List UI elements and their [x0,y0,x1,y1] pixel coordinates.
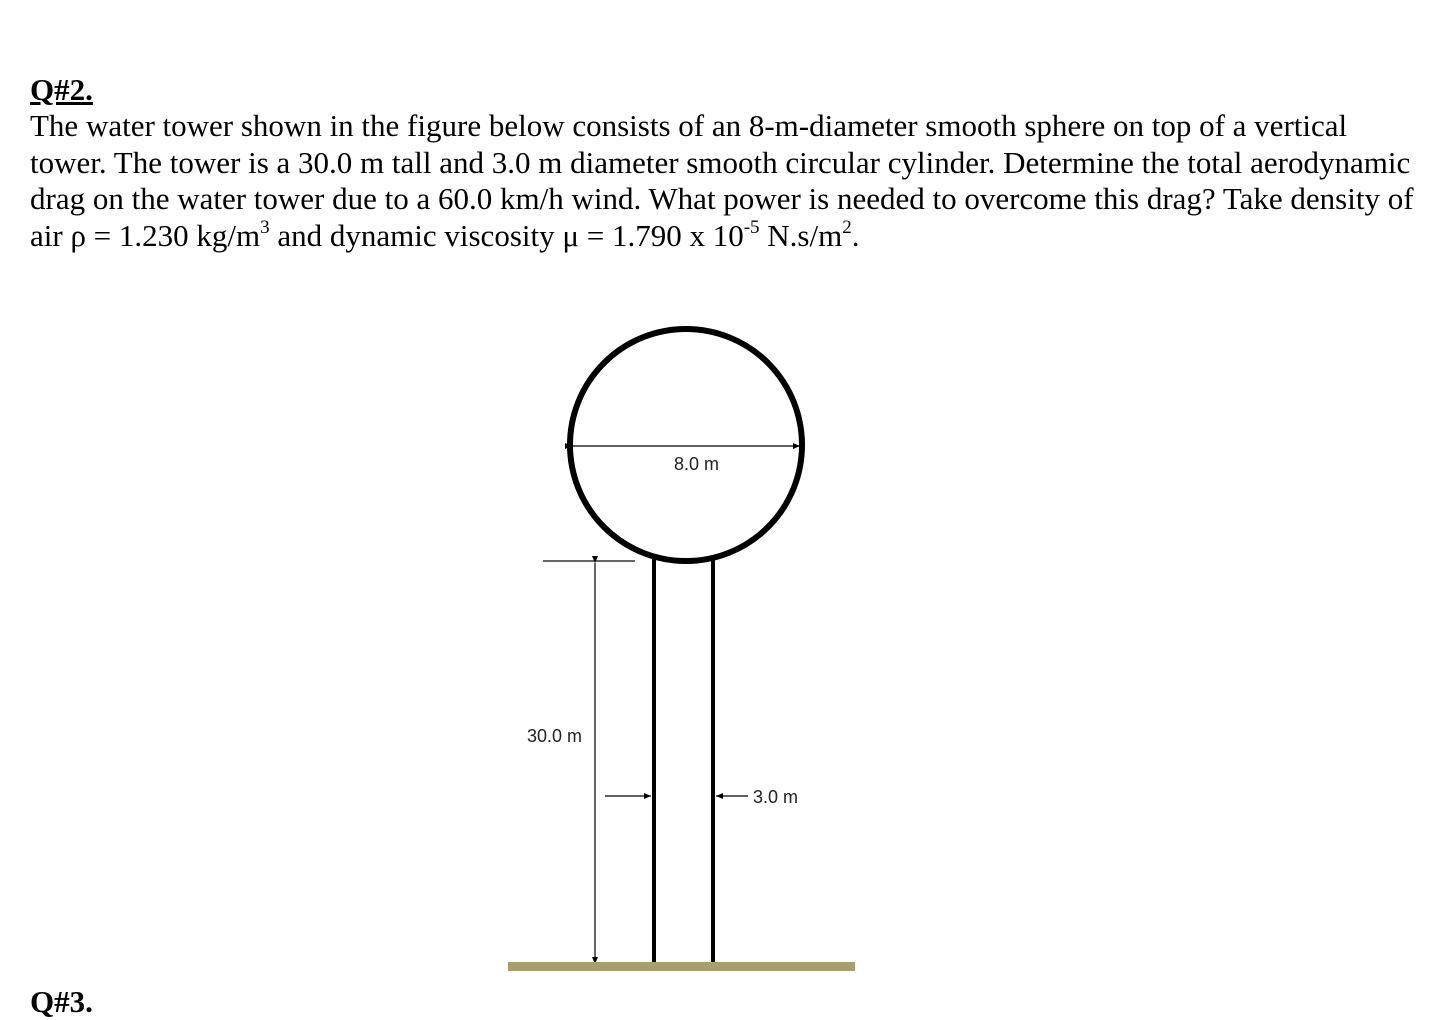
question-text-part2: and dynamic viscosity μ = 1.790 x 10 [269,217,744,253]
question-text-part3: N.s/m [759,217,843,253]
viscosity-exponent: -5 [743,216,760,238]
question-text-part4: . [851,217,860,253]
density-exponent: 3 [260,216,270,238]
tower-diameter-label: 3.0 m [753,787,799,807]
area-exponent: 2 [842,216,852,238]
next-question-heading: Q#3. [30,984,93,1019]
ground [508,962,855,971]
question-heading: Q#2. [30,72,93,107]
sphere-diameter-label: 8.0 m [674,454,720,474]
question-text-part1: The water tower shown in the figure below consists of an 8-m-diameter smooth sphere on top of a vertical tower. The tower is a 30.0 m tall and 3.0 m diameter smooth circular cylinder. Determine the total aerodynamic drag on the water tower due to a 60.0 km/h wind. What power is needed to overcome this drag? Take density of air ρ = 1.230 kg/m [30,108,1414,253]
tower-height-label: 30.0 m [527,726,583,746]
sphere-tank [570,329,802,561]
